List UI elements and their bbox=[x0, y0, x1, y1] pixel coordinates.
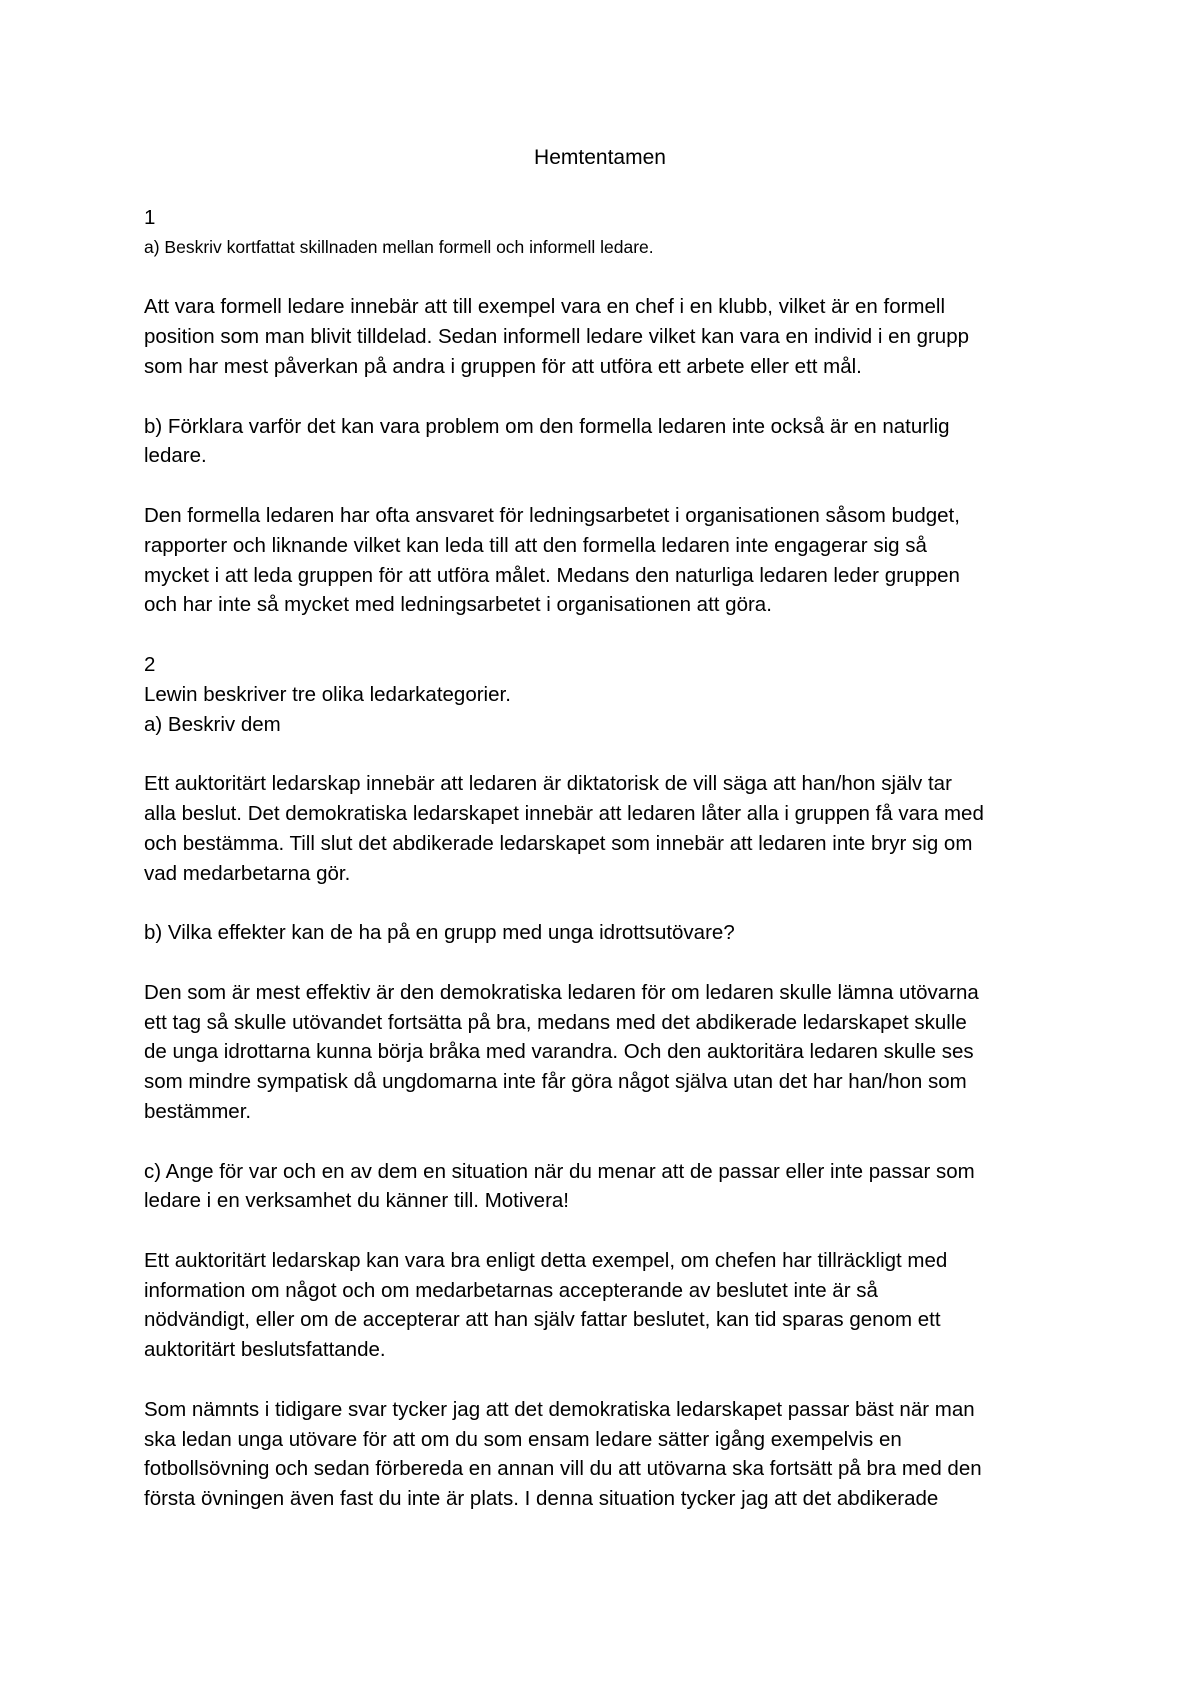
answer-line: och har inte så mycket med ledningsarbetet i organisationen att göra. bbox=[144, 593, 772, 617]
answer-line: nödvändigt, eller om de accepterar att han själv fattar beslutet, kan tid sparas genom ett bbox=[144, 1308, 941, 1332]
answer-1a bbox=[144, 292, 1064, 381]
answer-line: Ett auktoritärt ledarskap innebär att ledaren är diktatorisk de vill säga att han/hon själv tar bbox=[144, 772, 952, 796]
question-line: c) Ange för var och en av dem en situation när du menar att de passar eller inte passar som bbox=[144, 1159, 975, 1183]
answer-2c-paragraph-1 bbox=[144, 1246, 1064, 1365]
answer-line: som mindre sympatisk då ungdomarna inte får göra något själva utan det har han/hon som bbox=[144, 1070, 967, 1094]
question-1b bbox=[144, 412, 1064, 472]
question-2a: a) Beskriv dem bbox=[144, 712, 281, 736]
answer-line: Som nämnts i tidigare svar tycker jag att det demokratiska ledarskapet passar bäst när man bbox=[144, 1397, 975, 1421]
question-2b: b) Vilka effekter kan de ha på en grupp med unga idrottsutövare? bbox=[144, 921, 735, 945]
question-line: b) Förklara varför det kan vara problem om den formella ledaren inte också är en naturlig bbox=[144, 414, 950, 438]
question-line: ledare i en verksamhet du känner till. Motivera! bbox=[144, 1189, 570, 1213]
question-1a: a) Beskriv kortfattat skillnaden mellan formell och informell ledare. bbox=[144, 236, 654, 257]
answer-line: mycket i att leda gruppen för att utföra målet. Medans den naturliga ledaren leder gruppen bbox=[144, 563, 960, 587]
answer-line: ett tag så skulle utövandet fortsätta på bra, medans med det abdikerade ledarskapet skulle bbox=[144, 1010, 967, 1034]
section-number: 1 bbox=[144, 206, 156, 229]
answer-line: information om något och om medarbetarnas accepterande av beslutet inte är så bbox=[144, 1278, 878, 1302]
answer-line: position som man blivit tilldelad. Sedan informell ledare vilket kan vara en individ i en grupp bbox=[144, 325, 969, 349]
answer-1b bbox=[144, 501, 1064, 620]
answer-line: Att vara formell ledare innebär att till exempel vara en chef i en klubb, vilket är en formell bbox=[144, 295, 946, 319]
document-title: Hemtentamen bbox=[534, 146, 666, 169]
answer-2b bbox=[144, 978, 1064, 1127]
answer-line: de unga idrottarna kunna börja bråka med varandra. Och den auktoritära ledaren skulle ses bbox=[144, 1040, 974, 1064]
answer-line: Ett auktoritärt ledarskap kan vara bra enligt detta exempel, om chefen har tillräckligt med bbox=[144, 1248, 948, 1272]
section-number: 2 bbox=[144, 652, 156, 676]
question-2c bbox=[144, 1157, 1064, 1217]
answer-line: fotbollsövning och sedan förbereda en annan vill du att utövarna ska fortsätt på bra med den bbox=[144, 1457, 982, 1481]
document-body bbox=[144, 203, 1064, 1514]
answer-line: Den formella ledaren har ofta ansvaret för ledningsarbetet i organisationen såsom budget, bbox=[144, 503, 960, 527]
answer-line: och bestämma. Till slut det abdikerade ledarskapet som innebär att ledaren inte bryr sig om bbox=[144, 831, 973, 855]
answer-line: första övningen även fast du inte är plats. I denna situation tycker jag att det abdikerade bbox=[144, 1487, 939, 1511]
answer-line: auktoritärt beslutsfattande. bbox=[144, 1338, 386, 1362]
answer-2a bbox=[144, 769, 1064, 888]
answer-line: rapporter och liknande vilket kan leda till att den formella ledaren inte engagerar sig så bbox=[144, 533, 927, 557]
answer-2c-paragraph-2 bbox=[144, 1395, 1064, 1514]
answer-line: bestämmer. bbox=[144, 1099, 252, 1123]
answer-line: vad medarbetarna gör. bbox=[144, 861, 351, 885]
answer-line: Den som är mest effektiv är den demokratiska ledaren för om ledaren skulle lämna utövarna bbox=[144, 980, 979, 1004]
answer-line: som har mest påverkan på andra i gruppen för att utföra ett arbete eller ett mål. bbox=[144, 354, 862, 378]
question-line: ledare. bbox=[144, 444, 207, 468]
answer-line: alla beslut. Det demokratiska ledarskapet innebär att ledaren låter alla i gruppen få vara med bbox=[144, 801, 984, 825]
answer-line: ska ledan unga utövare för att om du som ensam ledare sätter igång exempelvis en bbox=[144, 1427, 902, 1451]
section-intro: Lewin beskriver tre olika ledarkategorier. bbox=[144, 682, 511, 706]
